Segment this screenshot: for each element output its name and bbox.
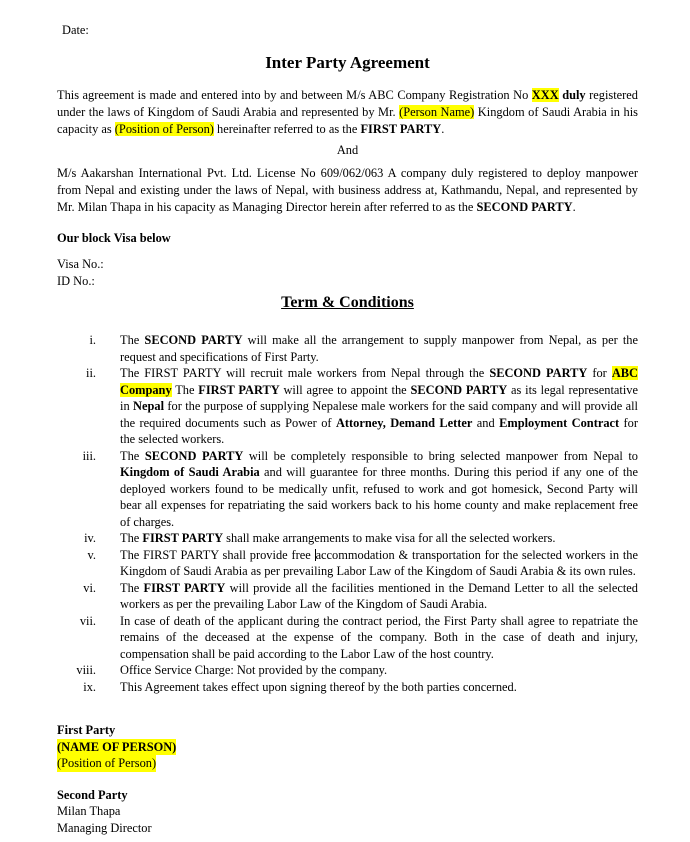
text-run: The xyxy=(171,382,199,397)
text-run: accommodation & transportation for the selected workers in the Kingdom of Saudi Arabia as per prevailing Labor Law of the Kingdom of Saudi Arabia & its own rules. xyxy=(120,547,638,578)
text-run: will make all the arrangement to supply manpower from Nepal, as per the request and specifications of First Party. xyxy=(120,333,638,364)
term-item xyxy=(57,613,638,663)
terms-heading: Term & Conditions xyxy=(281,294,414,311)
date-label: Date: xyxy=(62,23,89,37)
term-number: ii. xyxy=(86,366,96,380)
text-run: . xyxy=(441,122,445,136)
text-run: In case of death of the applicant during the contract period, the First Party shall agree to repatriate the remains of the deceased at the expense of the company. Both in the case of death and injury, compensation shall be paid according to the Labor Law of the host country. xyxy=(120,613,638,661)
term-number: vi. xyxy=(83,580,96,595)
second-party-paragraph xyxy=(57,165,638,216)
term-item xyxy=(57,662,638,679)
term-text xyxy=(120,547,638,580)
highlighted-text: (Person Name) xyxy=(399,105,475,119)
second-party-label: Second Party xyxy=(57,787,128,802)
text-run: The FIRST PARTY shall provide free xyxy=(120,547,315,562)
text-run: Kingdom of Saudi Arabia xyxy=(120,465,260,479)
text-run: This agreement is made and entered into by and between M/s ABC Company Registration No xyxy=(57,88,532,102)
text-run: will agree to appoint the xyxy=(279,382,411,397)
term-text xyxy=(120,448,638,531)
second-party-position: Managing Director xyxy=(57,820,152,835)
text-run: SECOND PARTY xyxy=(410,382,508,397)
text-run: will provide all the facilities mentioned in the Demand Letter to all the selected workers as per the prevailing Labor Law of the Kingdom of Saudi Arabia. xyxy=(120,580,638,611)
text-run: FIRST PARTY xyxy=(142,531,224,545)
text-run: Attorney, Demand Letter xyxy=(335,415,473,430)
term-number: ix. xyxy=(83,679,96,694)
term-number: iii. xyxy=(82,448,96,463)
term-number: iv. xyxy=(84,531,96,545)
text-run: Kingdom of Saudi Arabia in his capacity as xyxy=(57,105,638,136)
text-run: SECOND PARTY xyxy=(144,333,243,347)
document-title: Inter Party Agreement xyxy=(265,53,430,72)
text-run: Nepal xyxy=(133,399,165,413)
first-party-position-placeholder: (Position of Person) xyxy=(57,756,157,770)
block-visa-heading: Our block Visa below xyxy=(57,231,171,245)
term-item xyxy=(57,365,638,448)
text-run: M/s Aakarshan International Pvt. Ltd. License No 609/062/063 A company duly registered to deploy manpower from Nepal and existing under the laws of Nepal, with business address at, Kathmandu, Nepal, and represented by Mr. Milan Thapa in his capacity as Managing Director herein after referred to as the xyxy=(57,166,638,214)
id-no-label: ID No.: xyxy=(57,274,95,288)
text-run: will be completely responsible to bring selected manpower from Nepal to xyxy=(243,448,638,463)
term-number: viii. xyxy=(76,663,96,677)
highlighted-text: ABC Company xyxy=(120,366,638,397)
text-run: for the selected workers. xyxy=(120,415,639,446)
text-run: shall make arrangements to make visa for all the selected workers. xyxy=(223,531,556,545)
text-run: The xyxy=(120,333,145,347)
term-number: v. xyxy=(87,547,96,562)
text-run: hereinafter referred to as the xyxy=(213,122,361,136)
text-run: . xyxy=(572,200,576,214)
term-text xyxy=(120,662,638,679)
text-run: FIRST PARTY xyxy=(360,122,442,136)
text-run: and xyxy=(472,415,500,430)
term-item xyxy=(57,332,638,365)
term-item xyxy=(57,547,638,580)
term-text xyxy=(120,332,638,365)
term-number: i. xyxy=(89,333,96,347)
first-party-signature-block xyxy=(57,722,638,772)
terms-list xyxy=(57,332,638,695)
term-item xyxy=(57,448,638,531)
highlighted-text: (Position of Person) xyxy=(114,122,214,136)
text-run: The xyxy=(120,531,143,545)
term-item xyxy=(57,580,638,613)
text-run: The FIRST PARTY will recruit male workers from Nepal through the xyxy=(120,366,490,380)
text-run: for xyxy=(587,366,612,380)
term-item xyxy=(57,530,638,547)
term-number: vii. xyxy=(79,613,96,628)
visa-fields xyxy=(57,256,638,290)
intro-paragraph xyxy=(57,87,638,138)
visa-no-label: Visa No.: xyxy=(57,257,104,271)
text-run: FIRST PARTY xyxy=(143,580,226,595)
first-party-name-row xyxy=(57,739,638,756)
term-text xyxy=(120,580,638,613)
text-run: This Agreement takes effect upon signing thereof by the both parties concerned. xyxy=(120,679,517,694)
second-party-signature-block xyxy=(57,787,638,837)
first-party-label: First Party xyxy=(57,723,116,737)
text-run: as its legal representative in xyxy=(120,382,638,413)
term-text xyxy=(120,613,638,663)
text-run: FIRST PARTY xyxy=(198,382,280,397)
text-run: SECOND PARTY xyxy=(144,448,244,463)
term-item xyxy=(57,679,638,696)
and-separator: And xyxy=(336,143,359,157)
first-party-position-row xyxy=(57,755,638,772)
term-text xyxy=(120,365,638,448)
text-run: SECOND PARTY xyxy=(489,366,588,380)
second-party-name: Milan Thapa xyxy=(57,804,121,818)
text-run: Employment Contract xyxy=(499,415,620,430)
term-text xyxy=(120,530,638,547)
term-text xyxy=(120,679,638,696)
text-run: The xyxy=(120,448,145,463)
text-run: and will guarantee for three months. During this period if any one of the deployed workers found to be medically unfit, refused to work and got homesick, Second Party will bear all expenses for repatriating the said workers back to his home county and make replacement free of charges. xyxy=(120,465,638,529)
text-run: SECOND PARTY xyxy=(476,200,573,214)
text-run: registered under the laws of Kingdom of Saudi Arabia and represented by Mr. xyxy=(57,88,638,119)
text-run: duly xyxy=(562,88,586,102)
highlighted-text: XXX xyxy=(531,88,559,102)
text-run: The xyxy=(120,580,144,595)
first-party-name-placeholder: (NAME OF PERSON) xyxy=(57,739,177,754)
text-run: Office Service Charge: Not provided by the company. xyxy=(120,663,388,677)
text-run: for the purpose of supplying Nepalese male workers for the said company and will provide all the required documents such as Power of xyxy=(120,399,638,430)
